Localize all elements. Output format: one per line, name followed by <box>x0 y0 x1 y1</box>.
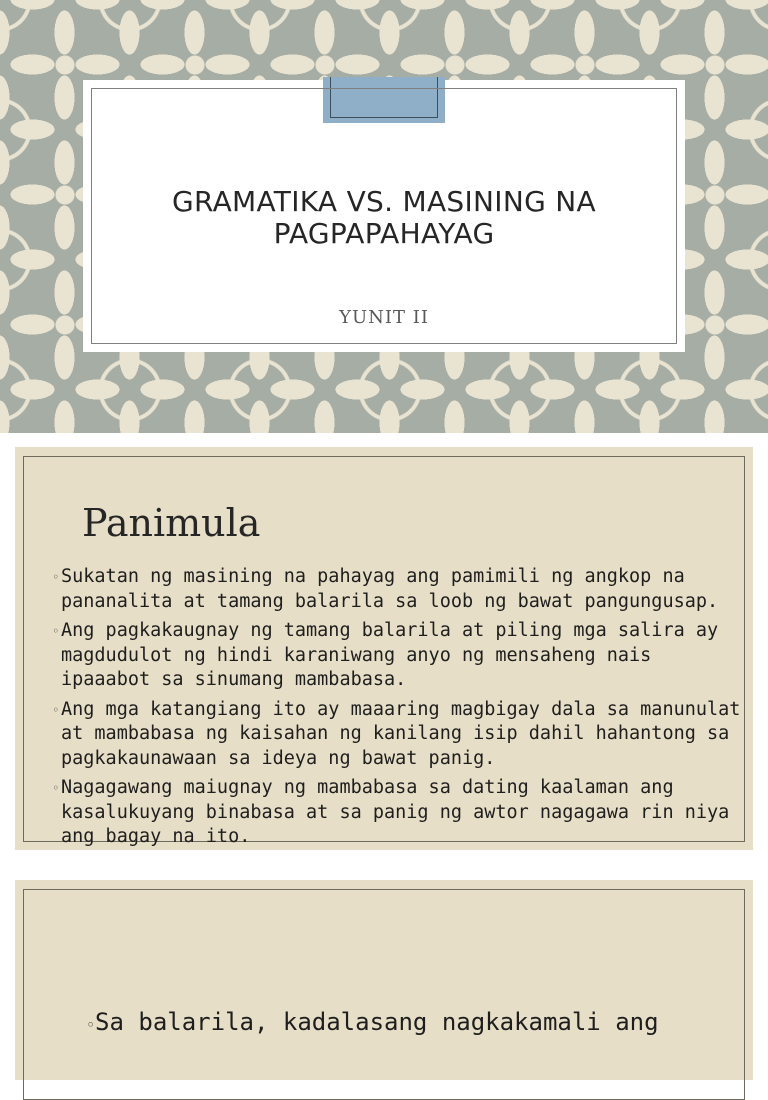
title-card <box>83 80 685 352</box>
bullet-list <box>52 565 742 855</box>
panimula-slide <box>15 447 753 850</box>
bullet-marker: ◦ <box>52 781 60 795</box>
slide-gap <box>0 433 768 447</box>
title-card-border <box>91 88 677 344</box>
slide-subtitle: YUNIT II <box>339 307 429 328</box>
bullet-text: Nagagawang maiugnay ng mambabasa sa dating kaalaman ang kasalukuyang binabasa at sa panig ng awtor nagagawa rin niya ang bagay na ito. <box>61 777 730 847</box>
bullet-marker: ◦ <box>52 702 60 717</box>
list-item <box>52 776 742 850</box>
slide-heading: Panimula <box>82 501 261 545</box>
list-item <box>52 698 742 772</box>
list-item <box>52 619 742 693</box>
bullet-text: Ang pagkakaugnay ng tamang balarila at piling mga salira ay magdudulot ng hindi karaniwang anyo ng mensaheng nais ipaaabot sa sinumang mambabasa. <box>61 620 719 690</box>
bullet-text: Sukatan ng masining na pahayag ang pamimili ng angkop na pananalita at tamang balarila sa loob ng bawat pangungusap. <box>61 566 719 612</box>
slide-frame <box>23 456 745 847</box>
title-slide <box>0 0 768 433</box>
slide-title: GRAMATIKA VS. MASINING NA PAGPAPAHAYAG <box>171 185 596 250</box>
bullet-text-partial <box>86 1008 659 1036</box>
bullet-text: Sa balarila, kadalasang nagkakamali ang <box>95 1008 659 1036</box>
bullet-text: Ang mga katangiang ito ay maaaring magbigay dala sa manunulat at mambabasa ng kaisahan ng kanilang isip dahil hahantong sa pagkakaunawaan sa ideya ng bawat panig. <box>61 698 741 769</box>
list-item <box>52 565 742 614</box>
bullet-marker: ◦ <box>86 1016 96 1034</box>
bullet-marker: ◦ <box>52 570 60 584</box>
slide-frame <box>23 889 745 1100</box>
bullet-marker: ◦ <box>52 624 60 638</box>
third-slide <box>15 880 753 1080</box>
